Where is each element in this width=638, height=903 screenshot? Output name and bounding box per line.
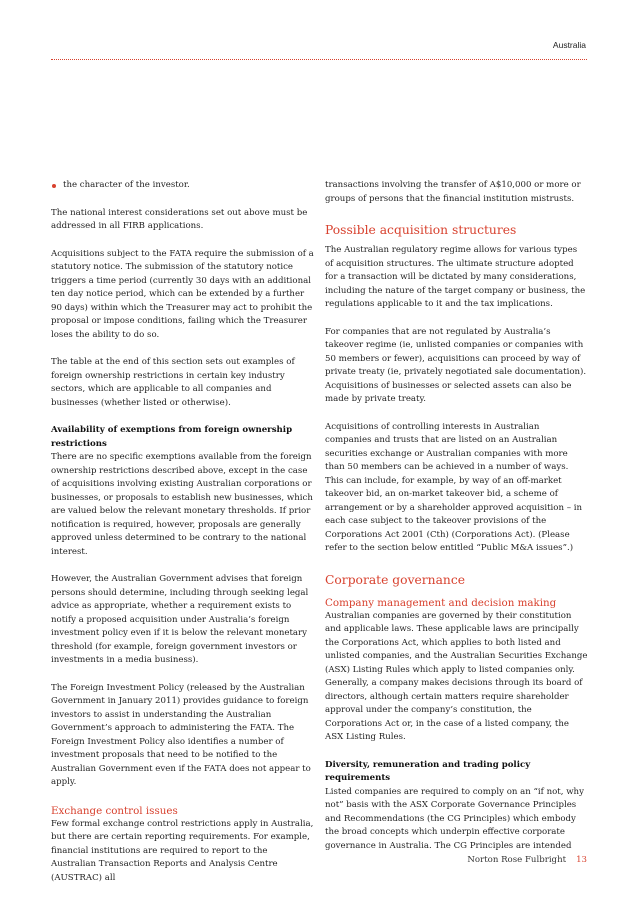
paragraph: For companies that are not regulated by Australia’s takeover regime (ie, unlisted companies or companies with 50 members or fewer), acquisitions can proceed by way of private treaty (ie, privately negotiated sale documentation). Acquisitions of businesses or selected assets can also be made by private treaty.	[325, 326, 587, 404]
paragraph: The Foreign Investment Policy (released by the Australian Government in January 2011) provides guidance to foreign investors to assist in understanding the Australian Government’s approach to administering the FATA. The Foreign Investment Policy also identifies a number of investment proposals that need to be notified to the Australian Government even if the FATA does not appear to apply.	[51, 682, 311, 787]
diversity-subheading: Diversity, remuneration and trading policy requirements	[325, 759, 531, 783]
right-column	[325, 179, 588, 853]
left-column	[51, 179, 314, 885]
paragraph: Australian companies are governed by their constitution and applicable laws. These applicable laws are principally the Corporations Act, which applies to both listed and unlisted companies, and the Australian Securities Exchange (ASX) Listing Rules which apply to listed companies only. Generally, a company makes decisions through its board of directors, although certain matters require shareholder approval under the company’s constitution, the Corporations Act or, in the case of a listed company, the ASX Listing Rules.	[325, 610, 588, 742]
bullet-text: the character of the investor.	[63, 180, 190, 190]
header-divider	[51, 59, 587, 60]
paragraph: The Australian regulatory regime allows for various types of acquisition structures. The ultimate structure adopted for a transaction will be dictated by many considerations, including the nature of the target company or business, the regulations applicable to it and the tax implications.	[325, 245, 586, 309]
corporate-governance-heading: Corporate governance	[325, 572, 466, 587]
page-number: 13	[576, 855, 587, 865]
exemptions-subheading: Availability of exemptions from foreign ownership restrictions	[51, 425, 293, 449]
footer-firm: Norton Rose Fulbright	[467, 855, 567, 865]
acquisition-structures-heading: Possible acquisition structures	[325, 223, 517, 237]
paragraph: Few formal exchange control restrictions apply in Australia, but there are certain reporting requirements. For example, financial institutions are required to report to the Australian Transaction Reports and Analysis Centre (AUSTRAC) all	[51, 818, 314, 883]
paragraph: Listed companies are required to comply on an “if not, why not” basis with the ASX Corporate Governance Principles and Recommendations (the CG Principles) which embody the broad concepts which underpin effective corporate governance in Australia. The CG Principles are intended	[325, 786, 584, 851]
footer	[467, 855, 587, 865]
paragraph: The national interest considerations set out above must be addressed in all FIRB applications.	[51, 207, 308, 231]
paragraph: The table at the end of this section sets out examples of foreign ownership restrictions in certain key industry sectors, which are applicable to all companies and businesses (whether listed or otherwise).	[51, 357, 295, 408]
bullet-dot-icon	[52, 184, 56, 188]
paragraph: However, the Australian Government advises that foreign persons should determine, including through seeking legal advice as appropriate, whether a requirement exists to notify a proposed acquisition under Australia’s foreign investment policy even if it is below the relevant monetary threshold (for example, foreign government investors or investments in a media business).	[51, 574, 309, 665]
paragraph: transactions involving the transfer of A$10,000 or more or groups of persons that the financial institution mistrusts.	[325, 180, 581, 204]
header-country: Australia	[552, 40, 586, 50]
bullet-item	[51, 179, 314, 193]
exchange-control-heading: Exchange control issues	[51, 804, 178, 817]
paragraph: There are no specific exemptions available from the foreign ownership restrictions described above, except in the case of acquisitions involving existing Australian corporations or businesses, or proposals to establish new businesses, which are valued below the relevant monetary thresholds. If prior notification is required, however, proposals are generally approved unless determined to be contrary to the national interest.	[51, 452, 313, 557]
company-management-heading: Company management and decision making	[325, 596, 557, 609]
paragraph: Acquisitions subject to the FATA require the submission of a statutory notice. The submission of the statutory notice triggers a time period (currently 30 days with an additional ten day notice period, which can be extended by a further 90 days) within which the Treasurer may act to prohibit the proposal or impose conditions, failing which the Treasurer loses the ability to do so.	[51, 248, 314, 340]
paragraph: Acquisitions of controlling interests in Australian companies and trusts that are listed on an Australian securities exchange or Australian companies with more than 50 members can be achieved in a number of ways. This can include, for example, by way of an off-market takeover bid, an on-market takeover bid, a scheme of arrangement or by a shareholder approved acquisition – in each case subject to the takeover provisions of the Corporations Act 2001 (Cth) (Corporations Act). (Please refer to the section below entitled “Public M&A issues”.)	[325, 421, 583, 553]
